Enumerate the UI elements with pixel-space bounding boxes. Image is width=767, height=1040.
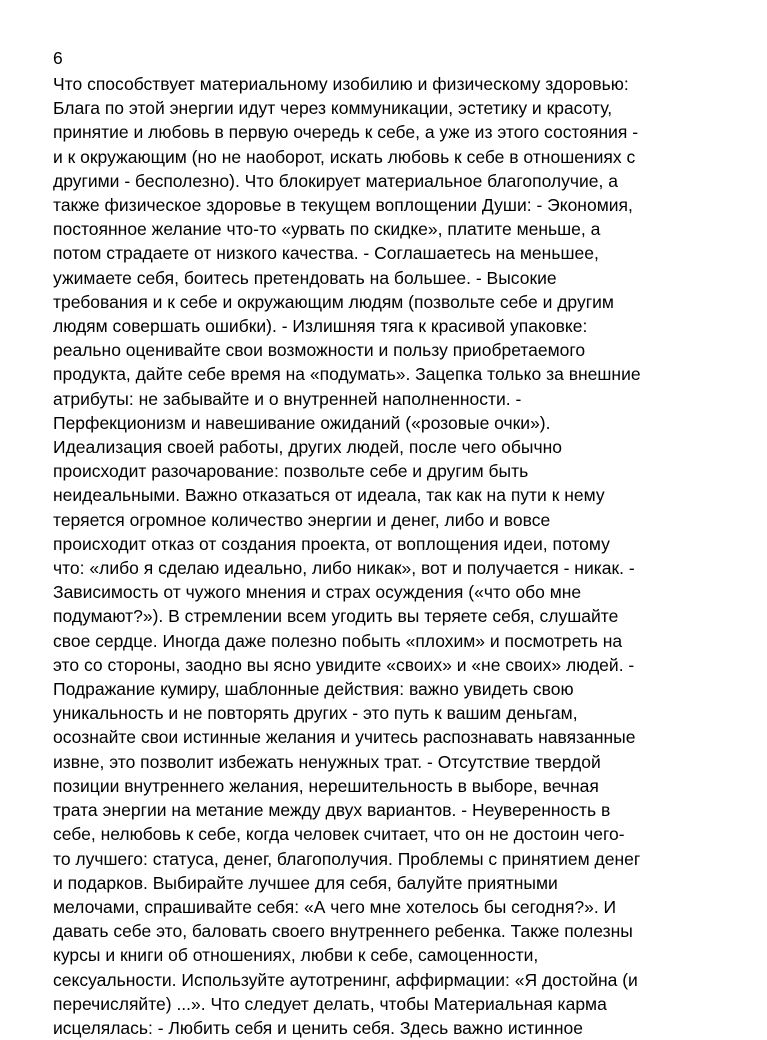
text-line: трата энергии на метание между двух вариантов. - Неуверенность в <box>53 800 611 821</box>
text-line: исцелялась: - Любить себя и ценить себя. Здесь важно истинное <box>53 1017 583 1038</box>
text-line: сексуальности. Используйте аутотренинг, аффирмации: «Я достойна (и <box>53 969 638 990</box>
text-line: Идеализация своей работы, других людей, после чего обычно <box>53 437 562 458</box>
text-line: себе, нелюбовь к себе, когда человек считает, что он не достоин чего- <box>53 824 625 845</box>
page-number: 6 <box>53 48 63 68</box>
text-line: это со стороны, заодно вы ясно увидите «своих» и «не своих» людей. - <box>53 654 635 675</box>
text-line: Перфекционизм и навешивание ожиданий («розовые очки»). <box>53 412 551 433</box>
text-line: реально оценивайте свои возможности и пользу приобретаемого <box>53 340 586 361</box>
body-text <box>53 72 753 1040</box>
text-line: и подарков. Выбирайте лучшее для себя, балуйте приятными <box>53 872 558 893</box>
text-line: неидеальными. Важно отказаться от идеала, так как на пути к нему <box>53 485 605 506</box>
text-line: курсы и книги об отношениях, любви к себе, самоценности, <box>53 945 539 966</box>
text-line: требования и к себе и окружающим людям (позвольте себе и другим <box>53 291 614 312</box>
text-line: также физическое здоровье в текущем воплощении Души: - Экономия, <box>53 195 633 216</box>
text-line: постоянное желание что-то «урвать по скидке», платите меньше, а <box>53 219 601 240</box>
text-line: перечисляйте) ...». Что следует делать, чтобы Материальная карма <box>53 993 607 1014</box>
text-line: Зависимость от чужого мнения и страх осуждения («что обо мне <box>53 582 582 603</box>
text-line: принятие и любовь в первую очередь к себе, а уже из этого состояния - <box>53 122 639 143</box>
text-line: давать себе это, баловать своего внутреннего ребенка. Также полезны <box>53 921 633 942</box>
text-line: теряется огромное количество энергии и денег, либо и вовсе <box>53 509 551 530</box>
text-line: то лучшего: статуса, денег, благополучия. Проблемы с принятием денег <box>53 848 641 869</box>
text-line: Что способствует материальному изобилию и физическому здоровью: <box>53 74 629 94</box>
text-line: свое сердце. Иногда даже полезно побыть «плохим» и посмотреть на <box>53 630 623 651</box>
text-line: извне, это позволит избежать ненужных трат. - Отсутствие твердой <box>53 751 601 772</box>
text-line: подумают?»). В стремлении всем угодить вы теряете себя, слушайте <box>53 606 619 627</box>
text-line: позиции внутреннего желания, нерешительность в выборе, вечная <box>53 775 599 796</box>
text-line: осознайте свои истинные желания и учитесь распознавать навязанные <box>53 727 636 748</box>
text-line: Блага по этой энергии идут через коммуникации, эстетику и красоту, <box>53 98 613 119</box>
text-line: мелочами, спрашивайте себя: «А чего мне хотелось бы сегодня?». И <box>53 896 617 917</box>
text-line: ужимаете себя, боитесь претендовать на большее. - Высокие <box>53 267 557 288</box>
text-line: что: «либо я сделаю идеально, либо никак», вот и получается - никак. - <box>53 558 635 579</box>
text-line: Подражание кумиру, шаблонные действия: важно увидеть свою <box>53 679 574 700</box>
text-line: и к окружающим (но не наоборот, искать любовь к себе в отношениях с <box>53 146 636 167</box>
text-line: уникальность и не повторять других - это путь к вашим деньгам, <box>53 703 578 724</box>
text-line: людям совершать ошибки). - Излишняя тяга к красивой упаковке: <box>53 316 588 337</box>
text-line: потом страдаете от низкого качества. - Соглашаетесь на меньшее, <box>53 243 599 264</box>
text-line: другими - бесполезно). Что блокирует материальное благополучие, а <box>53 170 618 191</box>
text-line: атрибуты: не забывайте и о внутренней наполненности. - <box>53 388 522 409</box>
text-line: продукта, дайте себе время на «подумать». Зацепка только за внешние <box>53 364 641 385</box>
text-line: происходит отказ от создания проекта, от воплощения идеи, потому <box>53 533 610 554</box>
text-line: происходит разочарование: позвольте себе и другим быть <box>53 461 529 482</box>
